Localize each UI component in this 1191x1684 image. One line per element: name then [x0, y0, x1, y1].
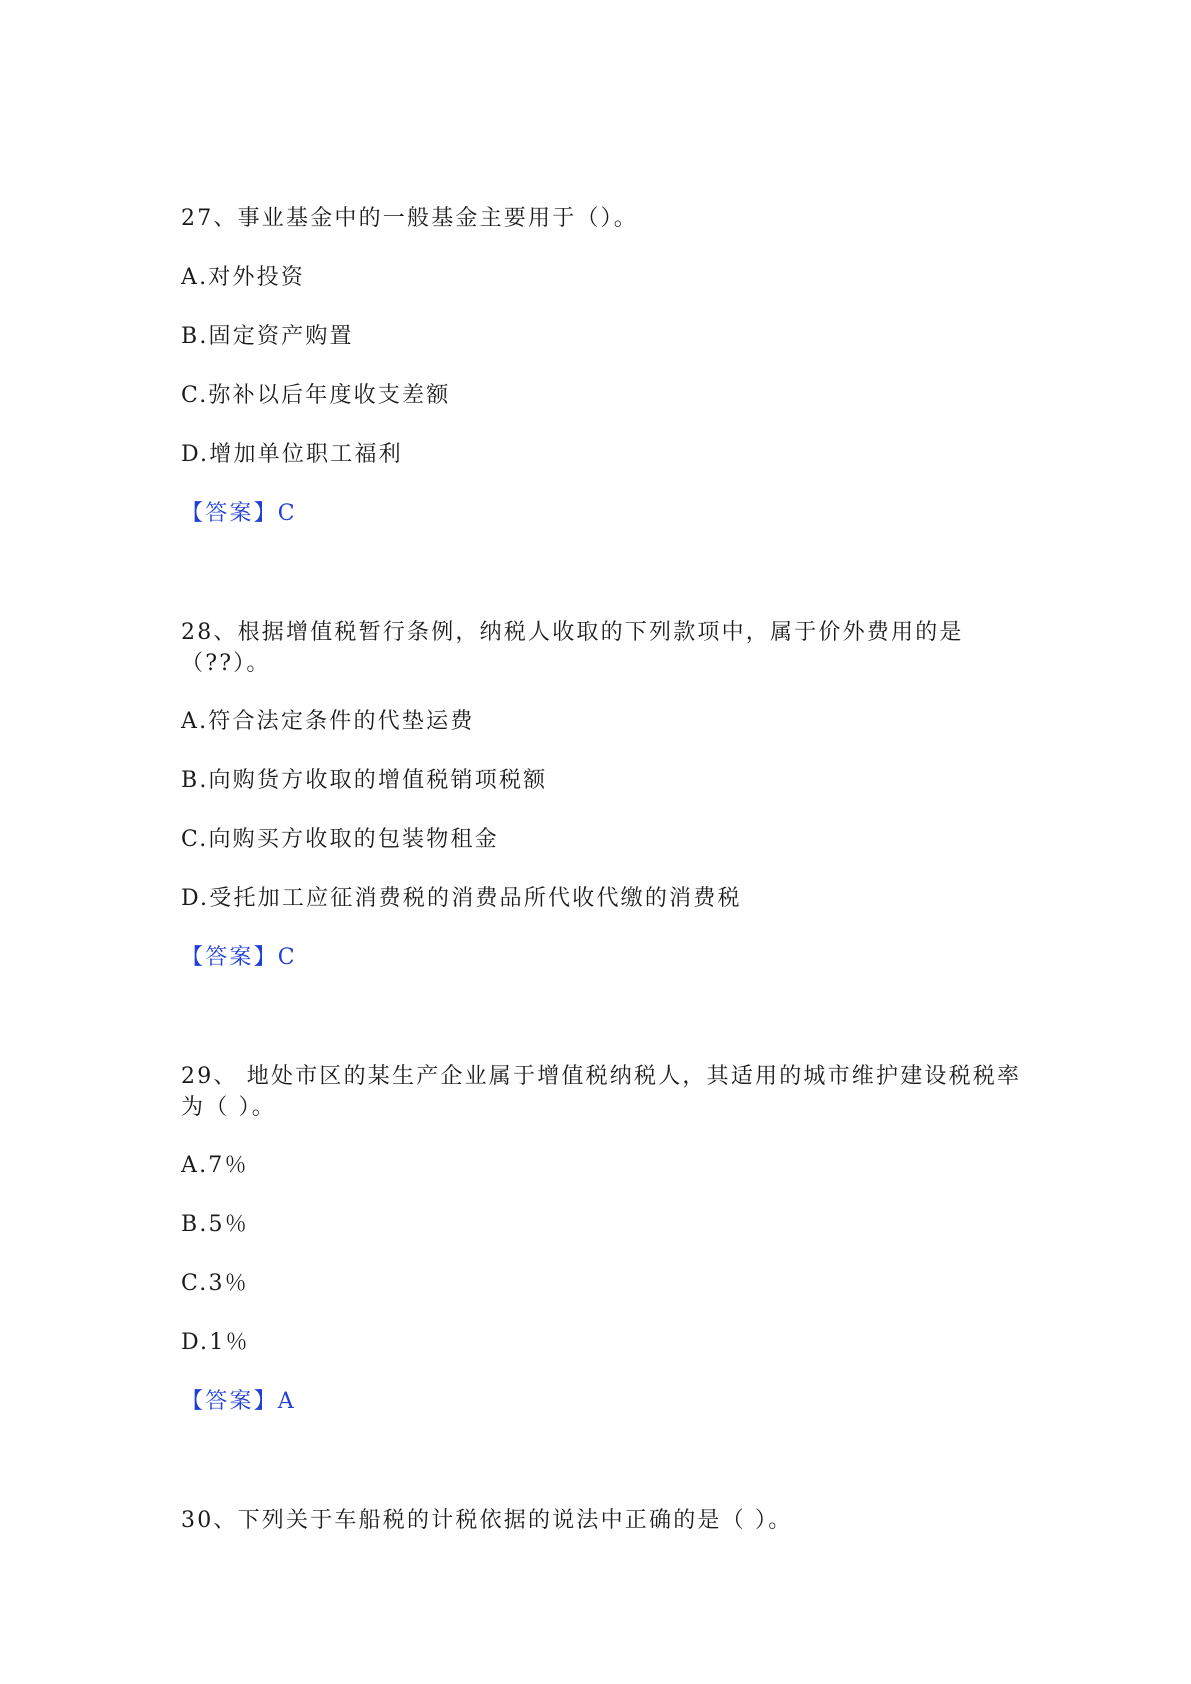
question-27-option-b: B.固定资产购置 — [181, 324, 354, 349]
question-28-answer: 【答案】C — [181, 945, 297, 970]
question-29-option-b: B.5％ — [181, 1212, 249, 1237]
question-27-stem: 27、事业基金中的一般基金主要用于（）。 — [181, 206, 638, 231]
question-29-stem-line-1: 29、 地处市区的某生产企业属于增值税纳税人，其适用的城市维护建设税税率 — [181, 1064, 1022, 1089]
question-28-option-d: D.受托加工应征消费税的消费品所代收代缴的消费税 — [181, 886, 742, 911]
question-27-answer: 【答案】C — [181, 501, 297, 526]
question-28-stem-line-2: （??）。 — [181, 651, 271, 676]
question-29-option-d: D.1％ — [181, 1330, 250, 1355]
question-27-option-a: A.对外投资 — [181, 265, 306, 290]
question-29-option-a: A.7％ — [181, 1153, 249, 1178]
question-28-option-a: A.符合法定条件的代垫运费 — [181, 709, 475, 734]
question-27-option-d: D.增加单位职工福利 — [181, 442, 403, 467]
question-28-option-b: B.向购货方收取的增值税销项税额 — [181, 768, 548, 793]
question-29-stem-line-2: 为（ ）。 — [181, 1095, 276, 1120]
question-28-stem-line-1: 28、根据增值税暂行条例，纳税人收取的下列款项中，属于价外费用的是 — [181, 620, 964, 645]
question-28-option-c: C.向购买方收取的包装物租金 — [181, 827, 499, 852]
question-29-answer: 【答案】A — [181, 1389, 296, 1414]
question-29-option-c: C.3％ — [181, 1271, 249, 1296]
question-27-option-c: C.弥补以后年度收支差额 — [181, 383, 451, 408]
question-30-stem: 30、下列关于车船税的计税依据的说法中正确的是（ ）。 — [181, 1508, 793, 1533]
